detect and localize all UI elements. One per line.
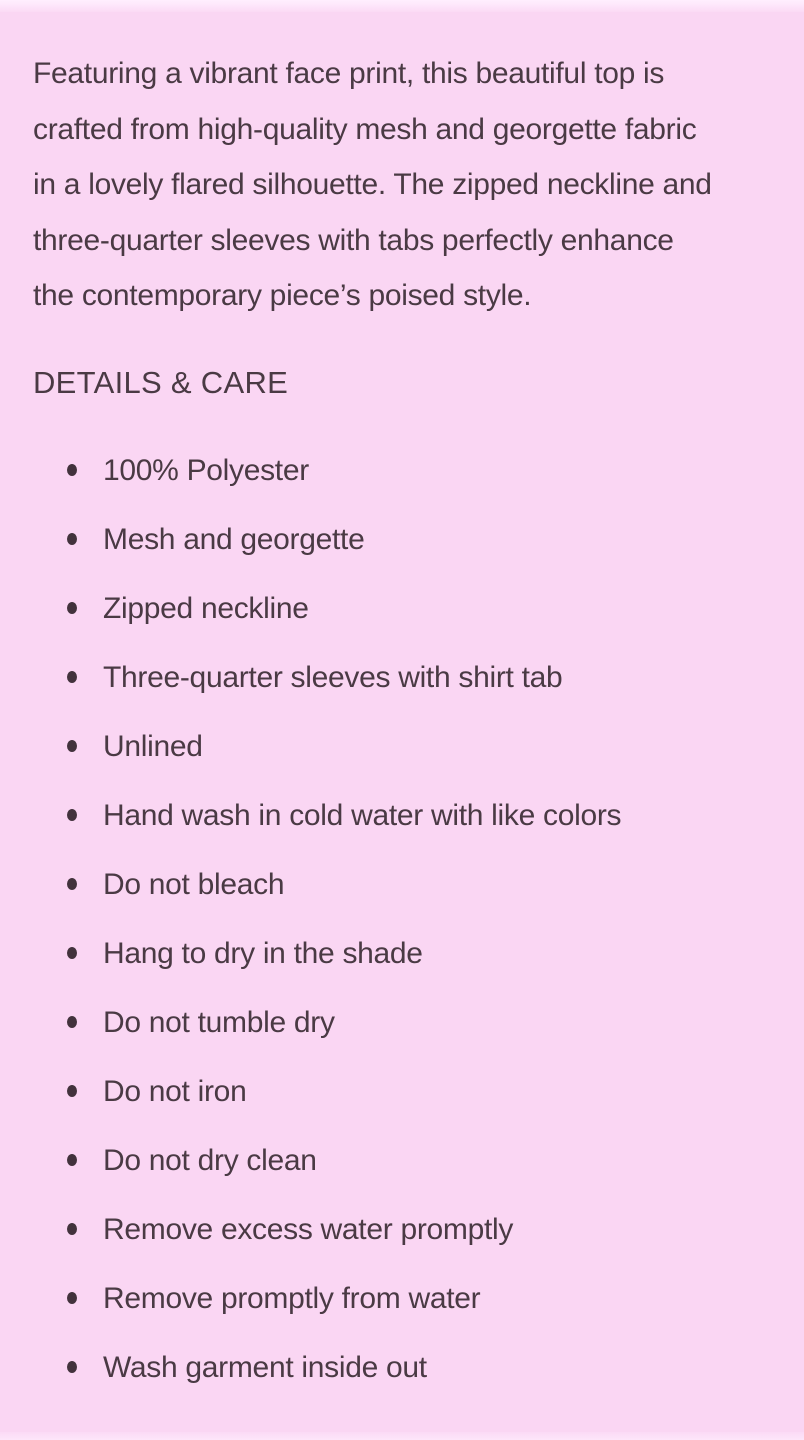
bullet-icon (67, 740, 77, 752)
care-list-item-label: Remove excess water promptly (103, 1212, 514, 1246)
bullet-icon (67, 947, 77, 959)
care-list-item (33, 1214, 773, 1245)
care-list-item-label: Hand wash in cold water with like colors (103, 798, 622, 832)
details-care-heading: DETAILS & CARE (33, 364, 289, 400)
bullet-icon (67, 1016, 77, 1028)
care-list-item-label: Zipped neckline (103, 591, 309, 625)
description-line: Featuring a vibrant face print, this beautiful top is (33, 57, 665, 90)
care-list-item-label: Mesh and georgette (103, 522, 365, 556)
care-list (33, 455, 773, 1383)
care-list-item (33, 1145, 773, 1176)
description-line: three-quarter sleeves with tabs perfectly enhance (33, 223, 674, 257)
bullet-icon (67, 533, 77, 545)
care-list-item (33, 524, 773, 555)
care-list-item (33, 1352, 773, 1383)
bullet-icon (67, 1292, 77, 1304)
care-list-item-label: Wash garment inside out (103, 1350, 427, 1384)
bullet-icon (67, 1361, 77, 1373)
care-list-item (33, 800, 773, 831)
care-list-item (33, 593, 773, 624)
care-list-item (33, 938, 773, 969)
care-list-item (33, 662, 773, 693)
care-list-item-label: Do not iron (103, 1074, 247, 1108)
care-list-item-label: Hang to dry in the shade (103, 936, 423, 970)
bottom-edge-strip (0, 1432, 804, 1440)
bullet-icon (67, 602, 77, 614)
bullet-icon (67, 1223, 77, 1235)
care-list-item (33, 1283, 773, 1314)
bullet-icon (67, 671, 77, 683)
care-list-item-label: Unlined (103, 729, 203, 763)
description-line: crafted from high-quality mesh and georgette fabric (33, 112, 697, 146)
bullet-icon (67, 809, 77, 821)
description-line: in a lovely flared silhouette. The zipped neckline and (33, 168, 712, 201)
bullet-icon (67, 1085, 77, 1097)
care-list-item-label: Do not bleach (103, 867, 285, 901)
care-list-item-label: Three-quarter sleeves with shirt tab (103, 660, 563, 694)
care-list-item-label: Do not tumble dry (103, 1005, 335, 1039)
care-list-item-label: 100% Polyester (103, 453, 309, 487)
care-list-item (33, 731, 773, 762)
care-list-item (33, 455, 773, 486)
description-line: the contemporary piece’s poised style. (33, 279, 532, 312)
product-description (33, 0, 773, 324)
top-edge-strip (0, 0, 804, 12)
bullet-icon (67, 1154, 77, 1166)
care-list-item (33, 1076, 773, 1107)
bullet-icon (67, 878, 77, 890)
care-list-item-label: Do not dry clean (103, 1143, 317, 1177)
care-list-item (33, 869, 773, 900)
bullet-icon (67, 464, 77, 476)
care-list-item-label: Remove promptly from water (103, 1281, 481, 1315)
care-list-item (33, 1007, 773, 1038)
